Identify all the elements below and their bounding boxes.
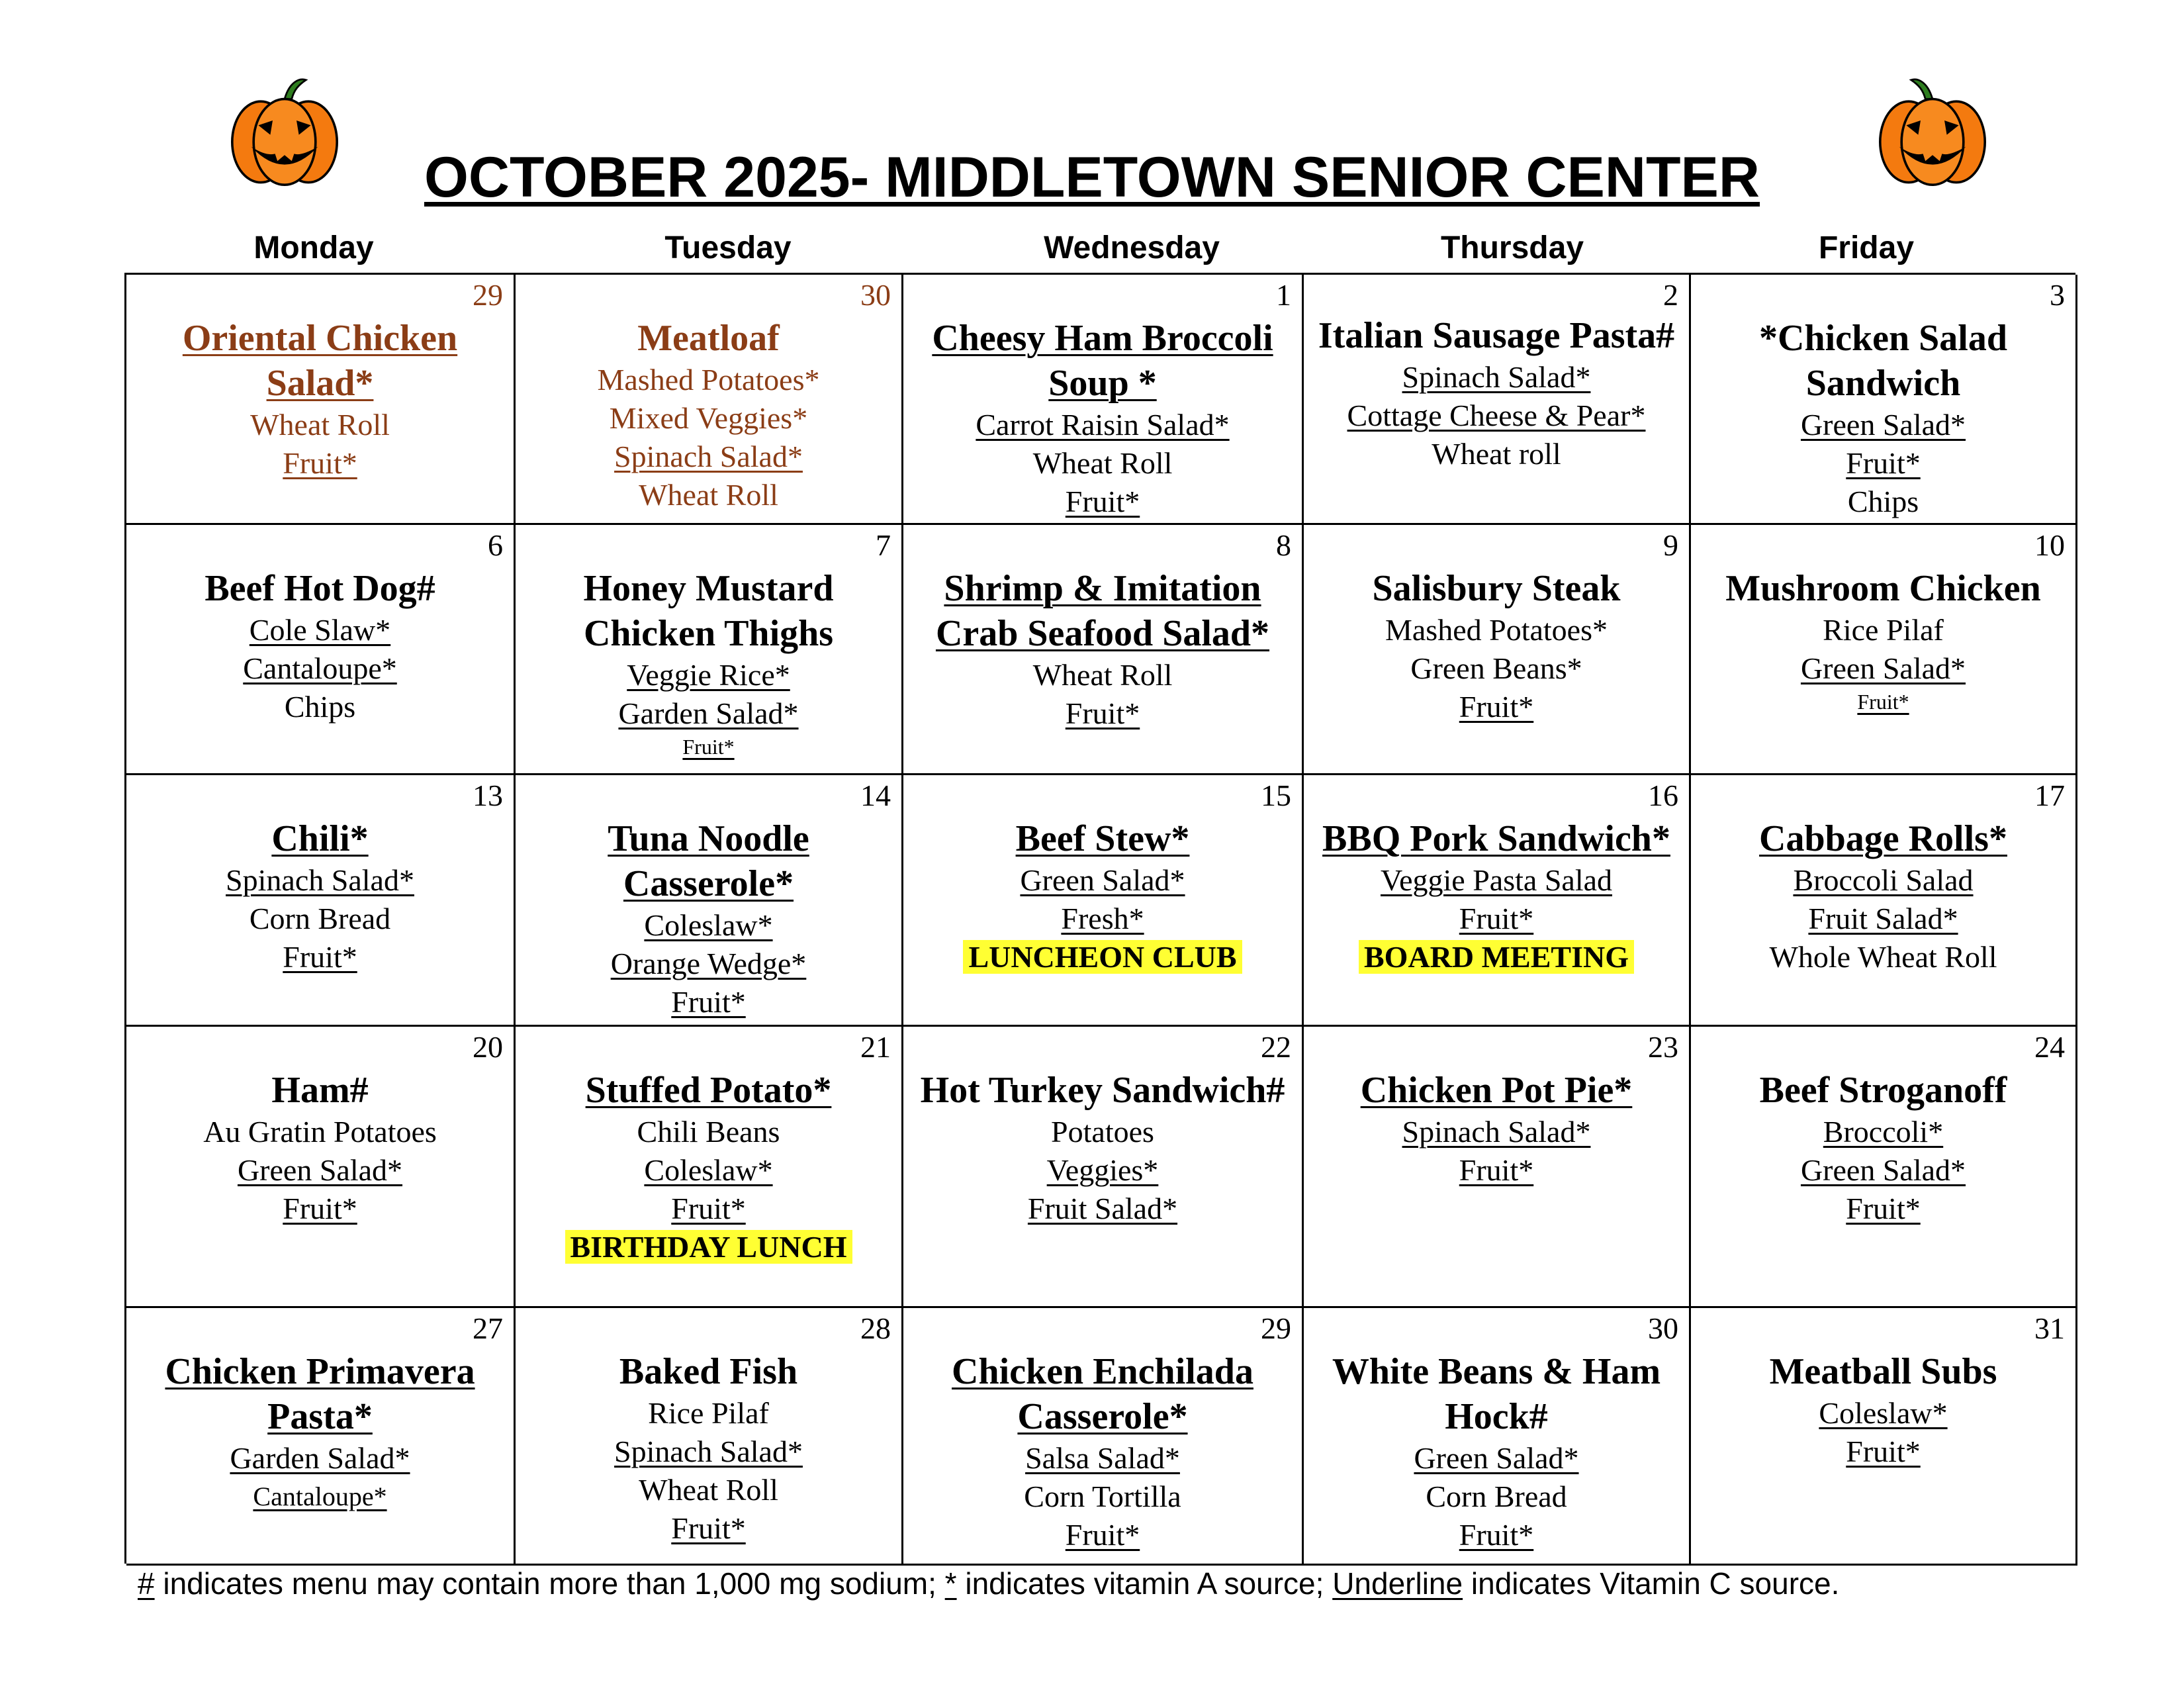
- day-number: 20: [473, 1030, 503, 1064]
- menu-entree: [1699, 1068, 2068, 1113]
- menu-entree: [911, 566, 1294, 656]
- menu-entree: [1312, 816, 1681, 861]
- day-cell: [126, 275, 516, 525]
- day-number: 29: [1261, 1311, 1291, 1345]
- menu-side: [1699, 406, 2068, 444]
- day-cell: [903, 525, 1304, 775]
- menu-item-text: Beef Stroganoff: [1759, 1070, 2007, 1111]
- day-number: 3: [2050, 278, 2065, 312]
- menu-items: [126, 775, 514, 976]
- menu-side: [1312, 861, 1681, 900]
- menu-entree: [911, 1068, 1294, 1113]
- legend-underline-text: indicates Vitamin C source.: [1463, 1566, 1840, 1601]
- event-label: [1312, 938, 1681, 976]
- menu-item-text: Coleslaw*: [644, 1153, 773, 1187]
- menu-item-text: Green Beans*: [1410, 651, 1582, 685]
- menu-items: [516, 775, 901, 1021]
- day-number: 16: [1648, 778, 1678, 812]
- menu-entree: [523, 566, 893, 656]
- day-cell: [1304, 1308, 1691, 1566]
- menu-item-text: Fruit*: [1459, 1518, 1534, 1552]
- menu-item-text: Fruit*: [1459, 1153, 1534, 1187]
- legend: [138, 1564, 2123, 1603]
- menu-item-text: Wheat Roll: [639, 478, 778, 512]
- menu-item-text: Chicken Enchilada Casserole*: [952, 1351, 1253, 1437]
- menu-side: [1699, 1113, 2068, 1151]
- menu-items: [516, 525, 901, 761]
- menu-item-text: Mushroom Chicken: [1725, 568, 2041, 609]
- menu-side: [523, 1433, 893, 1471]
- menu-items: [516, 275, 901, 514]
- menu-side: [134, 1478, 506, 1516]
- menu-side: [1312, 435, 1681, 473]
- menu-side: [134, 649, 506, 688]
- menu-item-text: Fresh*: [1061, 902, 1144, 935]
- day-cell: [903, 275, 1304, 525]
- menu-items: [903, 1027, 1302, 1228]
- menu-item-text: Fruit*: [1846, 1435, 1921, 1468]
- menu-side: [1699, 688, 2068, 716]
- menu-item-text: Hot Turkey Sandwich#: [920, 1070, 1285, 1111]
- menu-item-text: Green Salad*: [1020, 863, 1185, 897]
- menu-items: [1691, 1308, 2075, 1471]
- menu-side: [1699, 1433, 2068, 1471]
- menu-side: [134, 938, 506, 976]
- event-label: [911, 938, 1294, 976]
- menu-items: [903, 525, 1302, 733]
- menu-side: [1699, 900, 2068, 938]
- menu-item-text: Meatball Subs: [1769, 1351, 1997, 1392]
- menu-side: [1699, 483, 2068, 521]
- menu-item-text: Fruit*: [1065, 1518, 1140, 1552]
- day-cell: [126, 775, 516, 1027]
- menu-item-text: Shrimp & Imitation Crab Seafood Salad*: [935, 568, 1270, 654]
- menu-item-text: Cheesy Ham Broccoli Soup *: [932, 318, 1273, 404]
- menu-items: [126, 1027, 514, 1228]
- menu-item-text: White Beans & Ham Hock#: [1332, 1351, 1661, 1437]
- day-number: 29: [473, 278, 503, 312]
- menu-entree: [1699, 566, 2068, 611]
- day-number: 10: [2034, 528, 2065, 562]
- menu-side: [523, 983, 893, 1021]
- menu-item-text: Cole Slaw*: [249, 613, 391, 647]
- menu-item-text: Green Salad*: [1800, 408, 1966, 442]
- menu-item-text: Green Salad*: [237, 1153, 403, 1187]
- menu-side: [911, 1113, 1294, 1151]
- menu-item-text: Stuffed Potato*: [585, 1070, 832, 1111]
- menu-item-text: Tuna Noodle Casserole*: [608, 818, 809, 904]
- day-cell: [126, 1027, 516, 1308]
- menu-item-text: Fruit*: [1459, 690, 1534, 724]
- menu-side: [1312, 397, 1681, 435]
- menu-side: [1312, 1516, 1681, 1554]
- menu-item-text: Spinach Salad*: [1402, 360, 1591, 394]
- menu-item-text: Fruit Salad*: [1027, 1192, 1178, 1225]
- menu-side: [523, 438, 893, 476]
- day-number: 7: [876, 528, 891, 562]
- weekday-label: Friday: [1818, 230, 1915, 265]
- menu-side: [134, 861, 506, 900]
- day-number: 2: [1663, 278, 1678, 312]
- menu-items: [516, 1027, 901, 1266]
- menu-side: [1312, 1151, 1681, 1190]
- menu-side: [134, 1151, 506, 1190]
- day-cell: [126, 1308, 516, 1566]
- day-cell: [516, 775, 903, 1027]
- day-cell: [516, 525, 903, 775]
- menu-items: [1304, 1308, 1689, 1554]
- menu-item-text: Fruit*: [1846, 446, 1921, 480]
- menu-item-text: Garden Salad*: [230, 1441, 410, 1475]
- menu-items: [516, 1308, 901, 1548]
- menu-side: [911, 1151, 1294, 1190]
- menu-items: [903, 1308, 1302, 1554]
- menu-side: [523, 361, 893, 399]
- menu-item-text: Corn Tortilla: [1024, 1480, 1181, 1513]
- menu-side: [134, 611, 506, 649]
- page-title-text: OCTOBER 2025- MIDDLETOWN SENIOR CENTER: [424, 146, 1760, 209]
- menu-item-text: Chicken Pot Pie*: [1360, 1070, 1633, 1111]
- menu-side: [1699, 649, 2068, 688]
- menu-item-text: BBQ Pork Sandwich*: [1322, 818, 1670, 859]
- day-cell: [1691, 1027, 2077, 1308]
- menu-item-text: Italian Sausage Pasta#: [1318, 315, 1675, 356]
- day-cell: [1304, 525, 1691, 775]
- page-title: [0, 144, 2184, 211]
- menu-items: [126, 525, 514, 726]
- menu-entree: [1312, 566, 1681, 611]
- day-cell: [1691, 275, 2077, 525]
- day-number: 17: [2034, 778, 2065, 812]
- menu-side: [911, 406, 1294, 444]
- menu-side: [911, 656, 1294, 694]
- day-cell: [1304, 1027, 1691, 1308]
- day-cell: [1691, 1308, 2077, 1566]
- menu-item-text: Orange Wedge*: [610, 947, 807, 980]
- menu-entree: [134, 816, 506, 861]
- legend-star: *: [944, 1566, 957, 1601]
- menu-side: [1312, 1439, 1681, 1478]
- menu-item-text: Fruit*: [1065, 485, 1140, 518]
- menu-item-text: BIRTHDAY LUNCH: [565, 1230, 852, 1264]
- day-number: 9: [1663, 528, 1678, 562]
- menu-item-text: Coleslaw*: [644, 908, 773, 942]
- day-cell: [1304, 775, 1691, 1027]
- menu-item-text: Corn Bread: [1426, 1480, 1567, 1513]
- legend-underline: Underline: [1332, 1566, 1463, 1601]
- menu-side: [1699, 611, 2068, 649]
- menu-entree: [1312, 1349, 1681, 1439]
- menu-item-text: Cottage Cheese & Pear*: [1347, 399, 1646, 432]
- menu-item-text: Mashed Potatoes*: [1385, 613, 1608, 647]
- menu-side: [134, 406, 506, 444]
- menu-item-text: Cantaloupe*: [253, 1482, 387, 1511]
- menu-side: [911, 1478, 1294, 1516]
- menu-items: [126, 1308, 514, 1516]
- menu-side: [1312, 688, 1681, 726]
- event-label: [523, 1228, 893, 1266]
- menu-side: [1699, 938, 2068, 976]
- menu-item-text: Spinach Salad*: [614, 1435, 803, 1468]
- menu-items: [1304, 775, 1689, 976]
- legend-hash-text: indicates menu may contain more than 1,000 mg sodium;: [154, 1566, 945, 1601]
- menu-entree: [523, 316, 893, 361]
- day-cell: [1691, 525, 2077, 775]
- menu-side: [523, 1113, 893, 1151]
- menu-item-text: Meatloaf: [637, 318, 780, 359]
- menu-items: [1691, 525, 2075, 716]
- menu-side: [523, 733, 893, 761]
- menu-side: [523, 399, 893, 438]
- menu-item-text: Fruit*: [1459, 902, 1534, 935]
- menu-item-text: Fruit*: [671, 1511, 746, 1545]
- menu-entree: [134, 316, 506, 406]
- menu-item-text: Beef Hot Dog#: [205, 568, 435, 609]
- day-number: 28: [860, 1311, 891, 1345]
- menu-item-text: Broccoli Salad: [1793, 863, 1974, 897]
- menu-side: [523, 1509, 893, 1548]
- menu-entree: [1699, 316, 2068, 406]
- day-cell: [516, 1308, 903, 1566]
- menu-side: [911, 1190, 1294, 1228]
- menu-side: [523, 1190, 893, 1228]
- legend-hash: #: [138, 1566, 155, 1601]
- menu-item-text: Whole Wheat Roll: [1769, 940, 1997, 974]
- menu-item-text: Broccoli*: [1823, 1115, 1944, 1149]
- menu-side: [134, 1190, 506, 1228]
- menu-side: [523, 1394, 893, 1433]
- menu-items: [903, 275, 1302, 521]
- menu-items: [126, 275, 514, 483]
- menu-side: [523, 906, 893, 945]
- menu-item-text: Baked Fish: [619, 1351, 798, 1392]
- menu-side: [523, 1151, 893, 1190]
- menu-side: [134, 1113, 506, 1151]
- menu-items: [1691, 775, 2075, 976]
- menu-item-text: Ham#: [271, 1070, 369, 1111]
- menu-item-text: Fruit*: [682, 735, 735, 759]
- menu-entree: [523, 1349, 893, 1394]
- menu-item-text: Wheat Roll: [1032, 446, 1173, 480]
- menu-item-text: Mixed Veggies*: [609, 401, 808, 435]
- menu-item-text: Carrot Raisin Salad*: [976, 408, 1230, 442]
- menu-side: [1312, 1478, 1681, 1516]
- menu-item-text: Wheat Roll: [639, 1473, 778, 1507]
- menu-item-text: Chili*: [271, 818, 369, 859]
- menu-side: [1312, 611, 1681, 649]
- legend-star-text: indicates vitamin A source;: [956, 1566, 1333, 1601]
- day-number: 14: [860, 778, 891, 812]
- menu-side: [1699, 1151, 2068, 1190]
- menu-entree: [911, 816, 1294, 861]
- menu-item-text: Chicken Primavera Pasta*: [165, 1351, 475, 1437]
- menu-entree: [911, 316, 1294, 406]
- menu-item-text: LUNCHEON CLUB: [963, 940, 1242, 974]
- menu-item-text: Potatoes: [1051, 1115, 1154, 1149]
- menu-item-text: Fruit*: [283, 940, 357, 974]
- day-number: 1: [1276, 278, 1291, 312]
- menu-item-text: Wheat Roll: [1032, 658, 1173, 692]
- menu-item-text: Fruit*: [671, 985, 746, 1019]
- menu-item-text: Chips: [1847, 485, 1919, 518]
- menu-items: [1304, 275, 1689, 473]
- menu-item-text: Rice Pilaf: [648, 1396, 769, 1430]
- menu-item-text: Fruit*: [671, 1192, 746, 1225]
- menu-item-text: Fruit*: [1065, 696, 1140, 730]
- day-number: 21: [860, 1030, 891, 1064]
- menu-item-text: Salisbury Steak: [1372, 568, 1621, 609]
- weekday-label: Thursday: [1440, 230, 1584, 265]
- menu-items: [903, 775, 1302, 976]
- menu-side: [1699, 1190, 2068, 1228]
- menu-side: [523, 1471, 893, 1509]
- menu-items: [1691, 275, 2075, 521]
- menu-side: [523, 656, 893, 694]
- menu-side: [1312, 358, 1681, 397]
- menu-item-text: Corn Bread: [249, 902, 391, 935]
- menu-side: [911, 900, 1294, 938]
- menu-side: [1312, 900, 1681, 938]
- menu-item-text: Fruit*: [1857, 690, 1909, 714]
- weekday-header: [0, 228, 2184, 268]
- menu-item-text: Oriental Chicken Salad*: [182, 318, 458, 404]
- day-number: 15: [1261, 778, 1291, 812]
- menu-entree: [134, 1068, 506, 1113]
- day-number: 23: [1648, 1030, 1678, 1064]
- day-cell: [903, 1308, 1304, 1566]
- menu-item-text: Fruit Salad*: [1808, 902, 1958, 935]
- menu-entree: [1312, 1068, 1681, 1113]
- menu-entree: [134, 566, 506, 611]
- menu-entree: [134, 1349, 506, 1439]
- menu-item-text: Fruit*: [283, 1192, 357, 1225]
- weekday-label: Wednesday: [1044, 230, 1220, 265]
- menu-side: [134, 688, 506, 726]
- day-number: 30: [1648, 1311, 1678, 1345]
- menu-item-text: Fruit*: [283, 446, 357, 480]
- day-cell: [1304, 275, 1691, 525]
- menu-item-text: Veggies*: [1046, 1153, 1159, 1187]
- day-number: 22: [1261, 1030, 1291, 1064]
- menu-item-text: Green Salad*: [1800, 651, 1966, 685]
- menu-side: [523, 694, 893, 733]
- menu-item-text: Wheat Roll: [250, 408, 390, 442]
- menu-item-text: Spinach Salad*: [226, 863, 414, 897]
- menu-side: [134, 1439, 506, 1478]
- menu-entree: [1312, 313, 1681, 358]
- menu-entree: [1699, 816, 2068, 861]
- menu-items: [1691, 1027, 2075, 1228]
- day-number: 8: [1276, 528, 1291, 562]
- day-cell: [903, 1027, 1304, 1308]
- menu-side: [1699, 1394, 2068, 1433]
- day-number: 30: [860, 278, 891, 312]
- menu-item-text: *Chicken Salad Sandwich: [1759, 318, 2007, 404]
- menu-entree: [523, 1068, 893, 1113]
- menu-item-text: Garden Salad*: [618, 696, 799, 730]
- menu-entree: [911, 1349, 1294, 1439]
- menu-side: [911, 1516, 1294, 1554]
- menu-item-text: BOARD MEETING: [1359, 940, 1634, 974]
- day-cell: [1691, 775, 2077, 1027]
- day-cell: [903, 775, 1304, 1027]
- menu-side: [1312, 1113, 1681, 1151]
- menu-item-text: Cantaloupe*: [243, 651, 397, 685]
- menu-item-text: Rice Pilaf: [1823, 613, 1944, 647]
- menu-entree: [1699, 1349, 2068, 1394]
- day-cell: [516, 275, 903, 525]
- menu-item-text: Spinach Salad*: [1402, 1115, 1591, 1149]
- menu-side: [523, 476, 893, 514]
- day-number: 27: [473, 1311, 503, 1345]
- menu-item-text: Beef Stew*: [1015, 818, 1190, 859]
- weekday-label: Tuesday: [664, 230, 792, 265]
- menu-item-text: Green Salad*: [1800, 1153, 1966, 1187]
- menu-item-text: Spinach Salad*: [614, 440, 803, 473]
- day-cell: [126, 525, 516, 775]
- menu-item-text: Green Salad*: [1414, 1441, 1579, 1475]
- day-cell: [516, 1027, 903, 1308]
- menu-side: [1699, 444, 2068, 483]
- menu-side: [911, 694, 1294, 733]
- menu-item-text: Coleslaw*: [1819, 1396, 1948, 1430]
- menu-item-text: Veggie Pasta Salad: [1380, 863, 1613, 897]
- day-number: 6: [488, 528, 503, 562]
- menu-side: [523, 945, 893, 983]
- menu-side: [911, 1439, 1294, 1478]
- menu-side: [1699, 861, 2068, 900]
- menu-item-text: Chili Beans: [637, 1115, 780, 1149]
- menu-entree: [523, 816, 893, 906]
- menu-item-text: Salsa Salad*: [1025, 1441, 1180, 1475]
- day-number: 31: [2034, 1311, 2065, 1345]
- menu-side: [134, 900, 506, 938]
- day-number: 24: [2034, 1030, 2065, 1064]
- weekday-label: Monday: [253, 230, 374, 265]
- menu-items: [1304, 525, 1689, 726]
- menu-side: [1312, 649, 1681, 688]
- menu-side: [911, 861, 1294, 900]
- menu-item-text: Mashed Potatoes*: [597, 363, 820, 397]
- menu-side: [134, 444, 506, 483]
- menu-item-text: Cabbage Rolls*: [1759, 818, 2007, 859]
- menu-item-text: Au Gratin Potatoes: [203, 1115, 437, 1149]
- menu-side: [911, 483, 1294, 521]
- menu-item-text: Fruit*: [1846, 1192, 1921, 1225]
- menu-item-text: Wheat roll: [1432, 437, 1561, 471]
- calendar-grid: [124, 273, 2075, 1564]
- menu-side: [911, 444, 1294, 483]
- menu-item-text: Honey Mustard Chicken Thighs: [583, 568, 834, 654]
- menu-item-text: Chips: [284, 690, 356, 724]
- day-number: 13: [473, 778, 503, 812]
- menu-items: [1304, 1027, 1689, 1190]
- menu-item-text: Veggie Rice*: [627, 658, 790, 692]
